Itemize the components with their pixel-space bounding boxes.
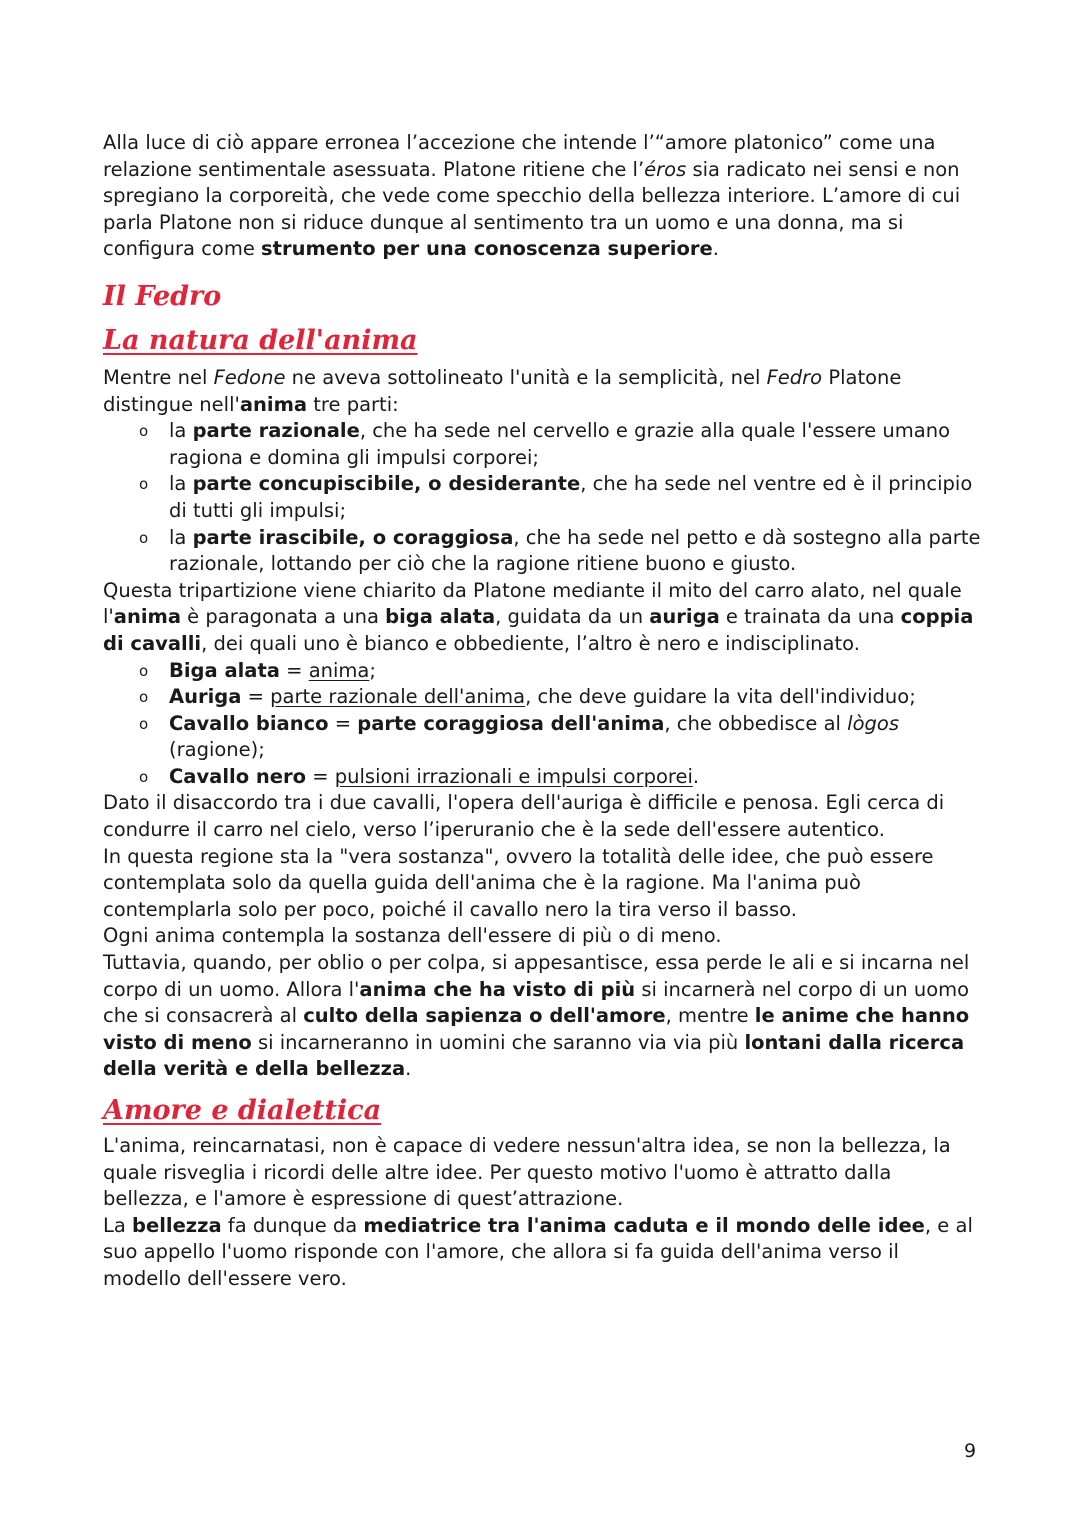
soul-parts-list: [103, 418, 983, 578]
natura-paragraph-4: In questa regione sta la "vera sostanza", ovvero la totalità delle idee, che può essere contemplata solo da quella guida dell'anima che è la ragione. Ma l'anima può contemplarla solo per poco, poiché il cavallo nero la tira verso il basso.: [103, 844, 934, 921]
text: Mentre nel: [103, 365, 214, 389]
bold-term: anima che ha visto di più: [359, 977, 636, 1001]
natura-paragraph-2: [103, 578, 983, 658]
text: =: [328, 711, 358, 735]
list-item-cavallo-nero: [139, 764, 983, 791]
bullet-icon: o: [139, 688, 149, 707]
text: la: [169, 419, 193, 443]
text: sia radicato nei sensi e non spregiano la corporeità, che vede come specchio della bellezza interiore. L’amore di cui parla Platone non si riduce dunque al sentimento tra un uomo e una donna, ma si configura come: [103, 157, 961, 261]
text: ne aveva sottolineato l'unità e la semplicità, nel: [285, 365, 767, 389]
text: si incarnerà nel corpo di un uomo che si consacrerà al: [103, 977, 970, 1028]
bold-term: culto della sapienza o dell'amore: [303, 1004, 666, 1028]
heading-amore-dialettica: Amore e dialettica: [103, 1095, 382, 1126]
bullet-icon: o: [139, 767, 149, 786]
bold-term: Cavallo bianco: [169, 711, 329, 735]
bold-term: coppia di cavalli: [103, 605, 974, 655]
bold-term: lontani dalla ricerca della verità e della bellezza: [103, 1030, 965, 1081]
text: (ragione);: [169, 738, 265, 762]
bold-term: parte concupiscibile, o desiderante: [192, 472, 581, 496]
text: si incarneranno in uomini che saranno via via più: [251, 1030, 745, 1054]
text: .: [692, 764, 700, 788]
text: =: [279, 658, 309, 682]
heading-natura-anima: La natura dell'anima: [103, 324, 418, 356]
bold-term: biga alata: [385, 605, 496, 629]
text: fa dunque da: [221, 1213, 364, 1237]
text: , e al suo appello l'uomo risponde con l'amore, che allora si fa guida dell'anima verso il modello dell'essere vero.: [103, 1213, 973, 1290]
underlined-term: pulsioni irrazionali e impulsi corporei: [334, 764, 693, 788]
bold-term: bellezza: [132, 1213, 222, 1237]
italic-term: éros: [644, 157, 687, 181]
text: tre parti:: [307, 392, 399, 416]
bold-term: le anime che hanno visto di meno: [103, 1004, 970, 1054]
text: è paragonata a una: [180, 605, 386, 629]
text: , guidata da un: [495, 605, 650, 629]
heading-il-fedro: Il Fedro: [103, 280, 222, 312]
text: La: [103, 1213, 133, 1237]
text: .: [712, 237, 719, 261]
bold-term: anima: [239, 392, 308, 416]
bullet-icon: o: [139, 714, 149, 733]
natura-paragraph-3: Dato il disaccordo tra i due cavalli, l'opera dell'auriga è difficile e penosa. Egli cerca di condurre il carro nel cielo, verso l’iperuranio che è la sede dell'essere autentico.: [103, 791, 945, 842]
list-item: [139, 525, 983, 578]
bullet-icon: o: [139, 661, 149, 680]
bold-term: mediatrice tra l'anima caduta e il mondo delle idee: [363, 1213, 925, 1237]
bold-term: auriga: [649, 605, 720, 629]
text: ;: [369, 658, 376, 682]
text: , che ha sede nel cervello e grazie alla quale l'essere umano ragiona e domina gli impulsi corporei;: [169, 419, 951, 469]
myth-list: [103, 658, 983, 791]
text: , che ha sede nel petto e dà sostegno alla parte razionale, lottando per ciò che la ragione ritiene buono e giusto.: [169, 525, 981, 576]
text: Alla luce di ciò appare erronea l’accezione che intende l’“amore platonico” come una relazione sentimentale asessuata. Platone ritiene che l’: [103, 131, 936, 181]
text: , dei quali uno è bianco e obbediente, l’altro è nero e indisciplinato.: [201, 631, 860, 655]
text: Questa tripartizione viene chiarito da Platone mediante il mito del carro alato, nel quale l': [103, 578, 962, 629]
bold-term: strumento per una conoscenza superiore: [261, 237, 713, 261]
text: .: [405, 1057, 412, 1081]
text: Platone distingue nell': [103, 365, 902, 416]
bold-term: Auriga: [169, 685, 242, 709]
list-item: [139, 471, 983, 524]
page-content: [103, 130, 983, 1293]
natura-paragraph-1: [103, 365, 983, 418]
list-item-auriga: [139, 684, 983, 711]
text: =: [306, 764, 335, 788]
bullet-icon: o: [139, 422, 149, 441]
underlined-term: parte razionale dell'anima: [270, 685, 526, 709]
italic-term: Fedro: [766, 365, 823, 389]
bold-term: Biga alata: [169, 658, 280, 682]
text: , che ha sede nel ventre ed è il principio di tutti gli impulsi;: [169, 472, 973, 522]
underlined-term: anima: [308, 658, 370, 682]
text: e trainata da una: [719, 605, 901, 629]
amore-paragraph-1: L'anima, reincarnatasi, non è capace di vedere nessun'altra idea, se non la bellezza, la quale risveglia i ricordi delle altre idee. Per questo motivo l'uomo è attratto dalla bellezza, e l'amore è espressione di quest’attrazione.: [103, 1134, 951, 1211]
bullet-icon: o: [139, 475, 149, 494]
list-item: [139, 418, 983, 471]
page-number: 9: [964, 1440, 977, 1462]
text: la: [169, 472, 193, 496]
list-item-cavallo-bianco: [139, 711, 983, 764]
amore-paragraph-2: [103, 1213, 983, 1293]
italic-term: Fedone: [213, 365, 286, 389]
bold-term: anima: [113, 605, 181, 629]
text: la: [169, 525, 193, 549]
bold-term: parte razionale: [192, 419, 360, 443]
natura-paragraph-6: [103, 950, 983, 1083]
list-item-biga: [139, 658, 983, 685]
natura-paragraph-5: Ogni anima contempla la sostanza dell'essere di più o di meno.: [103, 924, 722, 948]
text: Tuttavia, quando, per oblio o per colpa, si appesantisce, essa perde le ali e si incarna nel corpo di un uomo. Allora l': [103, 951, 970, 1001]
text: , che obbedisce al: [664, 711, 848, 735]
bold-term: parte coraggiosa dell'anima: [357, 711, 665, 735]
intro-paragraph: [103, 130, 983, 263]
text: , che deve guidare la vita dell'individuo;: [525, 685, 916, 709]
text: =: [241, 685, 271, 709]
bold-term: Cavallo nero: [169, 764, 307, 788]
bold-term: parte irascibile, o coraggiosa: [192, 525, 514, 549]
text: , mentre: [665, 1004, 755, 1028]
italic-term: lògos: [847, 711, 899, 735]
bullet-icon: o: [139, 528, 149, 547]
